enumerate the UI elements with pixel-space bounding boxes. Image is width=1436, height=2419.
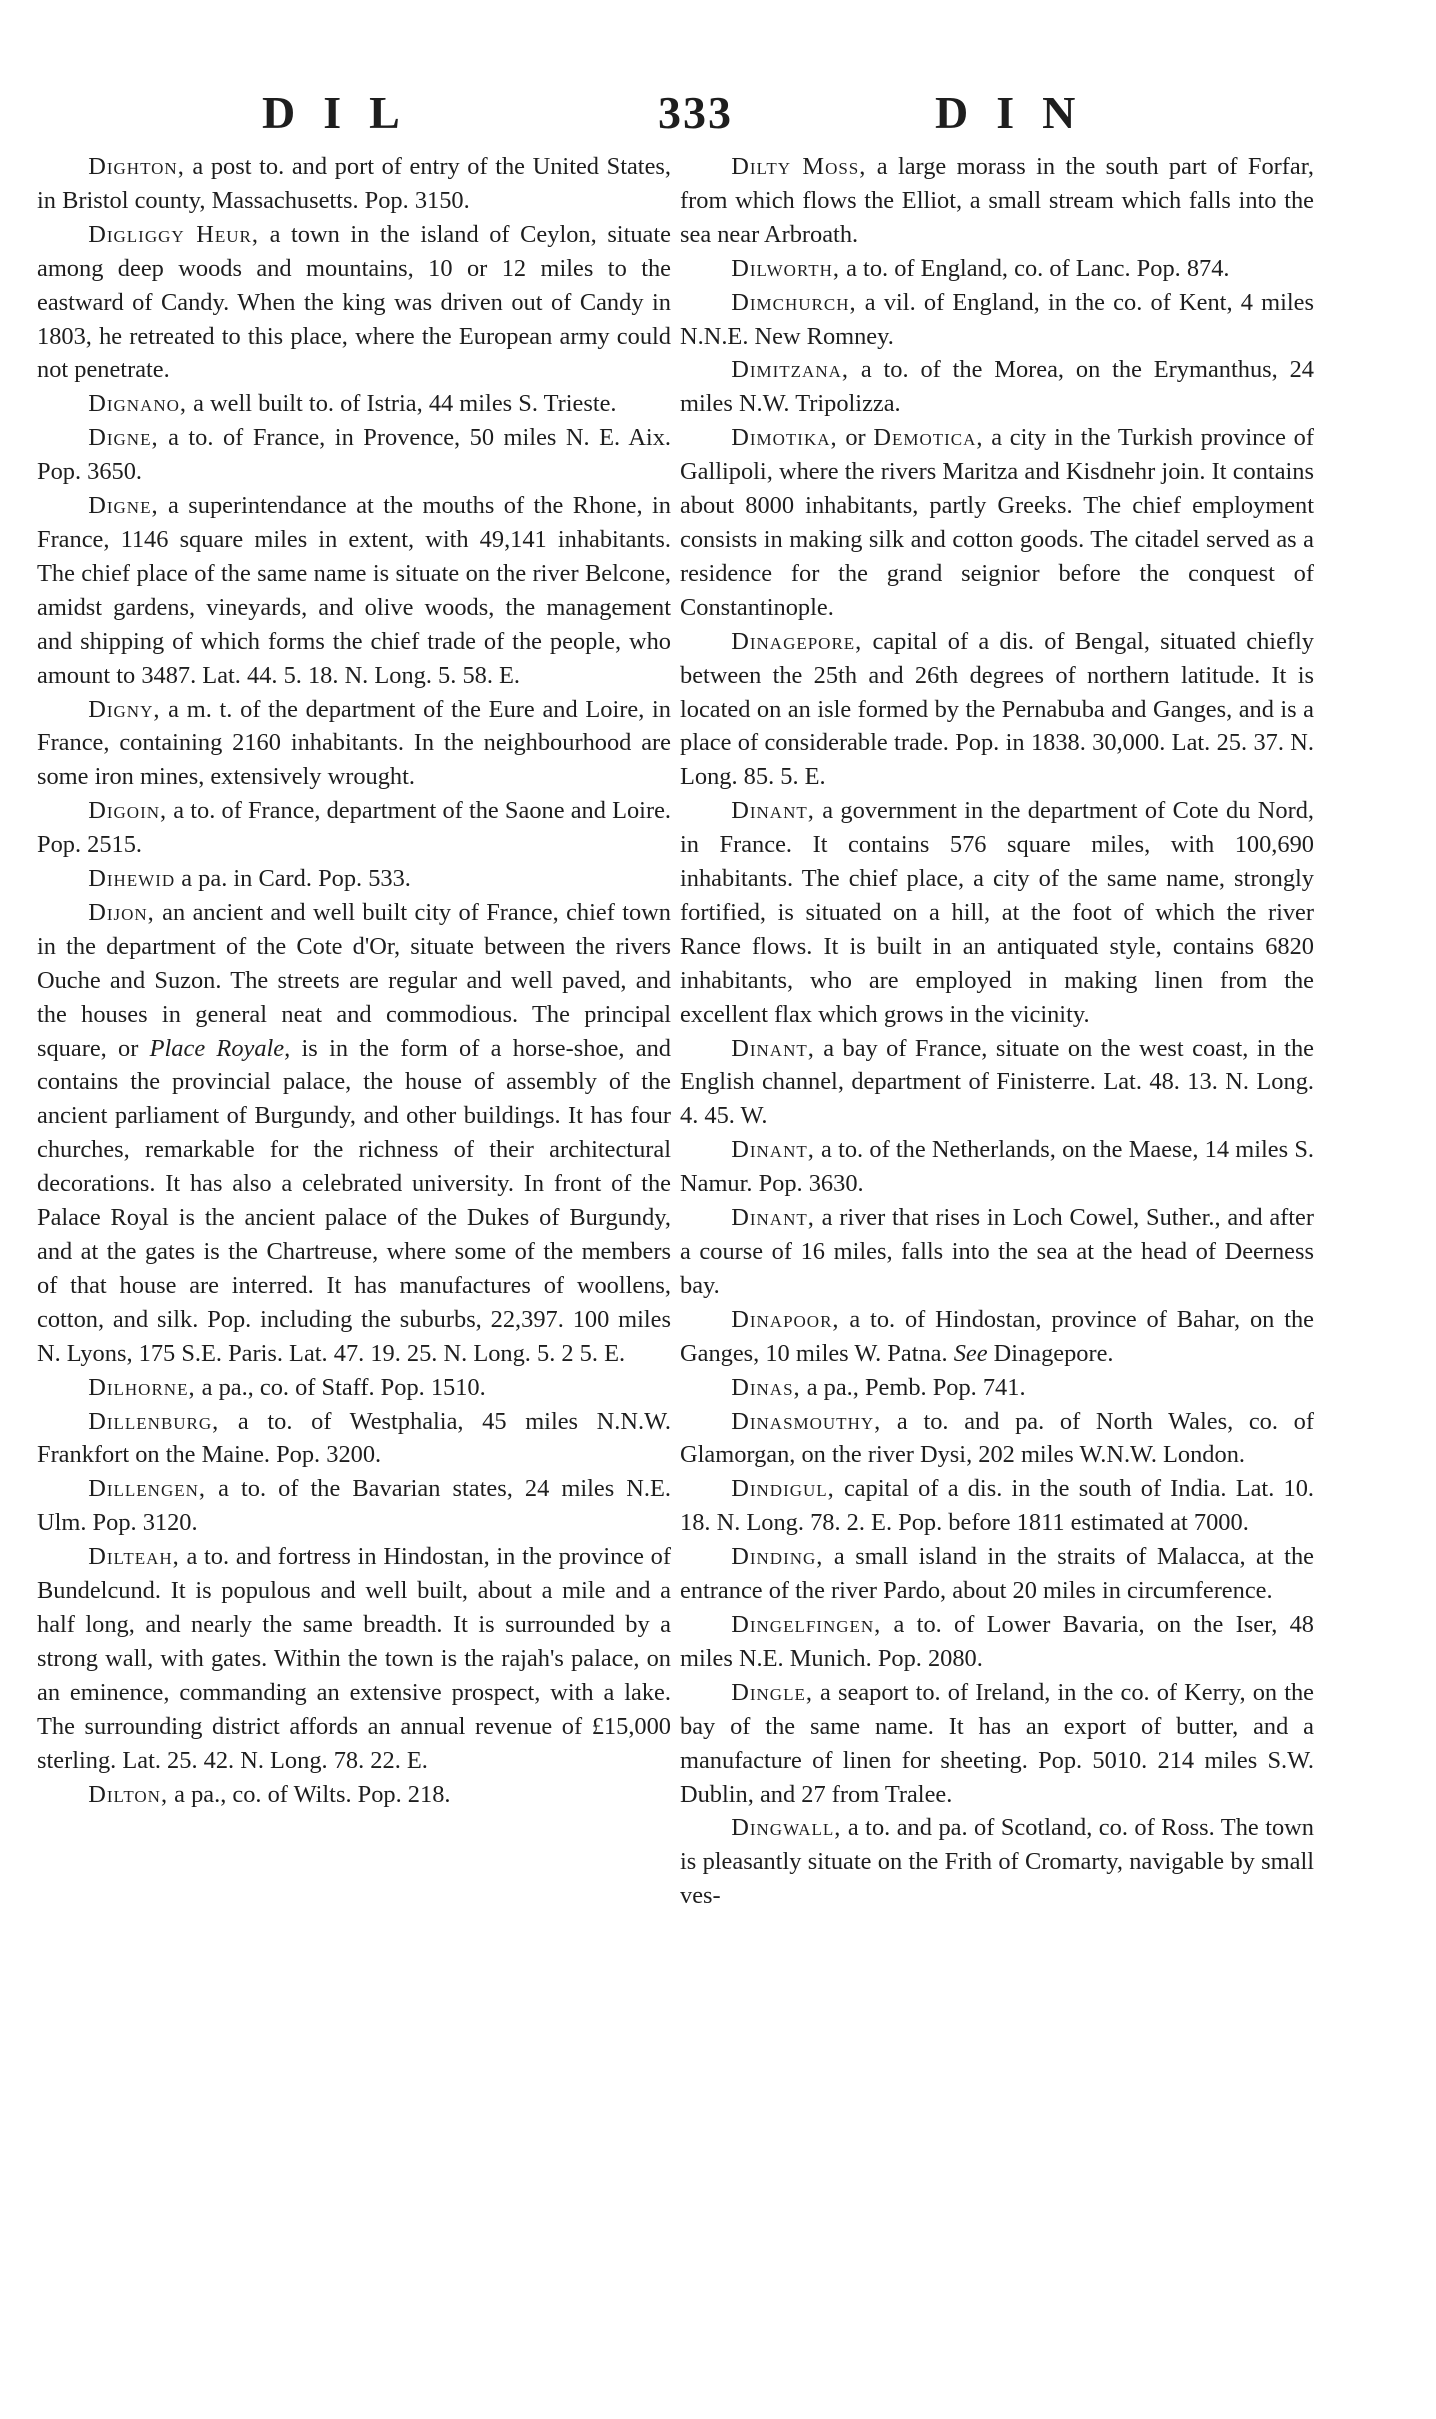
entry-text: a pa., co. of Wilts. Pop. 218. xyxy=(168,1780,451,1808)
gazetteer-entry xyxy=(680,1371,1314,1405)
entry-text: a vil. of England, in the co. of Kent, 4 miles N.N.E. New Romney. xyxy=(680,288,1314,350)
entry-italic: Place Royale, xyxy=(149,1034,291,1062)
gazetteer-entry xyxy=(680,794,1314,1031)
entry-text: a to. of the Morea, on the Erymanthus, 24 miles N.W. Tripolizza. xyxy=(680,356,1314,418)
entry-headword: Dinant, xyxy=(731,1136,815,1164)
entry-text: a pa. in Card. Pop. 533. xyxy=(175,865,411,893)
right-column xyxy=(680,150,1314,1913)
entry-text: a superintendance at the mouths of the Rhone, in France, 1146 square miles in extent, with 49,141 inhabitants. The chief place of the same name is situate on the river Belcone, amidst gardens, vineyards, and olive woods, the management and shipping of which forms the chief trade of the people, who amount to 3487. Lat. 44. 5. 18. N. Long. 5. 58. E. xyxy=(37,492,671,689)
gazetteer-entry xyxy=(680,1676,1314,1812)
gazetteer-entry xyxy=(37,1472,671,1540)
entry-text: capital of a dis. of Bengal, situated chiefly between the 25th and 26th degrees of northern latitude. It is located on an isle formed by the Pernabuba and Ganges, and is a place of considerable trade. Pop. in 1838. 30,000. Lat. 25. 37. N. Long. 85. 5. E. xyxy=(680,627,1314,791)
entry-headword: Dingle, xyxy=(731,1678,813,1706)
entry-headword: Dingelfingen, xyxy=(731,1610,882,1638)
entry-headword: Dingwall, xyxy=(731,1814,842,1842)
gazetteer-entry xyxy=(37,489,671,692)
gazetteer-entry xyxy=(680,252,1314,286)
gazetteer-entry xyxy=(680,1472,1314,1540)
entry-text: a pa., Pemb. Pop. 741. xyxy=(800,1373,1026,1401)
entry-headword: Digne, xyxy=(88,424,159,452)
entry-headword: Dilworth, xyxy=(731,254,841,282)
entry-text: a river that rises in Loch Cowel, Suther., and after a course of 16 miles, falls into the sea at the head of Deerness bay. xyxy=(680,1204,1314,1299)
gazetteer-entry xyxy=(680,286,1314,354)
gazetteer-entry xyxy=(680,1540,1314,1608)
gazetteer-entry xyxy=(37,1540,671,1777)
running-head-left: DIL xyxy=(262,87,428,138)
gazetteer-entry xyxy=(680,1608,1314,1676)
gazetteer-entry xyxy=(37,1371,671,1405)
gazetteer-entry xyxy=(680,1032,1314,1134)
entry-text: a to. and pa. of North Wales, co. of Glamorgan, on the river Dysi, 202 miles W.N.W. London. xyxy=(680,1407,1314,1469)
entry-text: capital of a dis. in the south of India. Lat. 10. 18. N. Long. 78. 2. E. Pop. before 1811 estimated at 7000. xyxy=(680,1475,1314,1537)
entry-headword: Digliggy Heur, xyxy=(88,220,259,248)
entry-text: a to. of Westphalia, 45 miles N.N.W. Frankfort on the Maine. Pop. 3200. xyxy=(37,1407,671,1469)
entry-text-continued: is in the form of a horse-shoe, and contains the provincial palace, the house of assembly of the ancient parliament of Burgundy, and other buildings. It has four churches, remarkable for the richness of their architectural decorations. It has also a celebrated university. In front of the Palace Royal is the ancient palace of the Dukes of Burgundy, and at the gates is the Chartreuse, where some of the members of that house are interred. It has manufactures of woollens, cotton, and silk. Pop. including the suburbs, 22,397. 100 miles N. Lyons, 175 S.E. Paris. Lat. 47. 19. 25. N. Long. 5. 2 5. E. xyxy=(37,1034,671,1367)
entry-text: a large morass in the south part of Forfar, from which flows the Elliot, a small stream which falls into the sea near Arbroath. xyxy=(680,153,1314,248)
entry-text: a to. and fortress in Hindostan, in the province of Bundelcund. It is populous and well built, about a mile and a half long, and nearly the same breadth. It is surrounded by a strong wall, with gates. Within the town is the rajah's palace, on an eminence, commanding an extensive prospect, with a lake. The surrounding district affords an annual revenue of £15,000 sterling. Lat. 25. 42. N. Long. 78. 22. E. xyxy=(37,1543,671,1774)
entry-headword: Dinapoor, xyxy=(731,1305,840,1333)
entry-text: a small island in the straits of Malacca, at the entrance of the river Pardo, about 20 miles in circumference. xyxy=(680,1543,1314,1605)
entry-headword: Dinant, xyxy=(731,1204,815,1232)
entry-text: or xyxy=(837,424,874,452)
entry-headword: Dinas, xyxy=(731,1373,801,1401)
gazetteer-entry xyxy=(37,794,671,862)
entry-text: a to. of France, in Provence, 50 miles N. E. Aix. Pop. 3650. xyxy=(37,424,671,486)
entry-text: a to. of Lower Bavaria, on the Iser, 48 miles N.E. Munich. Pop. 2080. xyxy=(680,1610,1314,1672)
entry-text: a to. of France, department of the Saone and Loire. Pop. 2515. xyxy=(37,797,671,859)
entry-headword: Dilteah, xyxy=(88,1543,180,1571)
entry-text: an ancient and well built city of France, chief town in the department of the Cote d'Or, situate between the rivers Ouche and Suzon. The streets are regular and well paved, and the houses in general neat and commodious. The principal square, or xyxy=(37,898,671,1062)
gazetteer-entry xyxy=(680,353,1314,421)
entry-headword-alt: Demotica, xyxy=(873,424,984,452)
entry-text: a to. and pa. of Scotland, co. of Ross. The town is pleasantly situate on the Frith of Cromarty, navigable by small ves- xyxy=(680,1814,1314,1910)
gazetteer-entry xyxy=(680,150,1314,252)
entry-text: a to. of the Bavarian states, 24 miles N.E. Ulm. Pop. 3120. xyxy=(37,1475,671,1537)
entry-headword: Dinant, xyxy=(731,797,815,825)
entry-headword: Digne, xyxy=(88,492,159,520)
entry-italic: See xyxy=(953,1339,988,1367)
entry-headword: Dinant, xyxy=(731,1034,815,1062)
entry-headword: Dimotika, xyxy=(731,424,838,452)
entry-headword: Digny, xyxy=(88,695,161,723)
running-head xyxy=(0,86,1436,146)
entry-text: a to. of the Netherlands, on the Maese, 14 miles S. Namur. Pop. 3630. xyxy=(680,1136,1314,1198)
entry-text-continued: a city in the Turkish province of Gallipoli, where the rivers Maritza and Kisdnehr join. It contains about 8000 inhabitants, partly Greeks. The chief employment consists in making silk and cotton goods. The citadel served as a residence for the grand seignior before the conquest of Constantinople. xyxy=(680,424,1314,621)
entry-headword: Dijon, xyxy=(88,898,155,926)
entry-headword: Dindigul, xyxy=(731,1475,835,1503)
entry-headword: Dimitzana, xyxy=(731,356,849,384)
entry-headword: Dihewid xyxy=(88,865,176,893)
entry-text: a government in the department of Cote du Nord, in France. It contains 576 square miles, with 100,690 inhabitants. The chief place, a city of the same name, strongly fortified, is situated on a hill, at the foot of which the river Rance flows. It is built in an antiquated style, contains 6820 inhabitants, who are employed in making linen from the excellent flax which grows in the vicinity. xyxy=(680,797,1314,1028)
entry-headword: Dignano, xyxy=(88,390,187,418)
entry-text: a bay of France, situate on the west coast, in the English channel, department of Finisterre. Lat. 48. 13. N. Long. 4. 45. W. xyxy=(680,1034,1314,1130)
gazetteer-entry xyxy=(680,1811,1314,1913)
gazetteer-entry xyxy=(680,1303,1314,1371)
gazetteer-entry xyxy=(37,896,671,1371)
entry-headword: Dilhorne, xyxy=(88,1373,196,1401)
entry-text: a seaport to. of Ireland, in the co. of Kerry, on the bay of the same name. It has an export of butter, and a manufacture of linen for sheeting. Pop. 5010. 214 miles S.W. Dublin, and 27 from Tralee. xyxy=(680,1678,1314,1808)
entry-text: a post to. and port of entry of the United States, in Bristol county, Massachusetts. Pop. 3150. xyxy=(37,153,671,214)
entry-headword: Digoin, xyxy=(88,797,168,825)
gazetteer-entry xyxy=(37,693,671,795)
entry-headword: Dillenburg, xyxy=(88,1407,220,1435)
gazetteer-entry xyxy=(37,1778,671,1812)
entry-text: a well built to. of Istria, 44 miles S. Trieste. xyxy=(187,390,617,418)
gazetteer-entry xyxy=(680,1201,1314,1303)
entry-headword: Dighton, xyxy=(88,153,185,180)
entry-text: a to. of Hindostan, province of Bahar, on the Ganges, 10 miles W. Patna. xyxy=(680,1305,1314,1367)
entry-headword: Dinagepore, xyxy=(731,627,863,655)
entry-text-continued: Dinagepore. xyxy=(987,1339,1114,1367)
entry-text: a pa., co. of Staff. Pop. 1510. xyxy=(195,1373,486,1401)
gazetteer-entry xyxy=(37,387,671,421)
entry-headword: Dinding, xyxy=(731,1543,824,1571)
entry-headword: Dimchurch, xyxy=(731,288,857,316)
gazetteer-entry xyxy=(37,1405,671,1473)
gazetteer-entry xyxy=(37,218,671,388)
gazetteer-entry xyxy=(37,862,671,896)
gazetteer-entry xyxy=(37,421,671,489)
entry-headword: Dinasmouthy, xyxy=(731,1407,882,1435)
entry-headword: Dilton, xyxy=(88,1780,169,1808)
entry-headword: Dillengen, xyxy=(88,1475,206,1503)
page-number: 333 xyxy=(658,87,733,138)
gazetteer-entry xyxy=(37,150,671,218)
entry-text: a to. of England, co. of Lanc. Pop. 874. xyxy=(840,254,1230,282)
gazetteer-entry xyxy=(680,1133,1314,1201)
gazetteer-entry xyxy=(680,421,1314,624)
left-column xyxy=(37,150,671,1811)
gazetteer-entry xyxy=(680,625,1314,795)
entry-text: a town in the island of Ceylon, situate among deep woods and mountains, 10 or 12 miles to the eastward of Candy. When the king was driven out of Candy in 1803, he retreated to this place, where the European army could not penetrate. xyxy=(37,220,671,384)
entry-text: a m. t. of the department of the Eure and Loire, in France, containing 2160 inhabitants. In the neighbourhood are some iron mines, extensively wrought. xyxy=(37,695,671,791)
gazetteer-entry xyxy=(680,1405,1314,1473)
entry-headword: Dilty Moss, xyxy=(731,153,867,180)
running-head-right: DIN xyxy=(935,87,1104,138)
